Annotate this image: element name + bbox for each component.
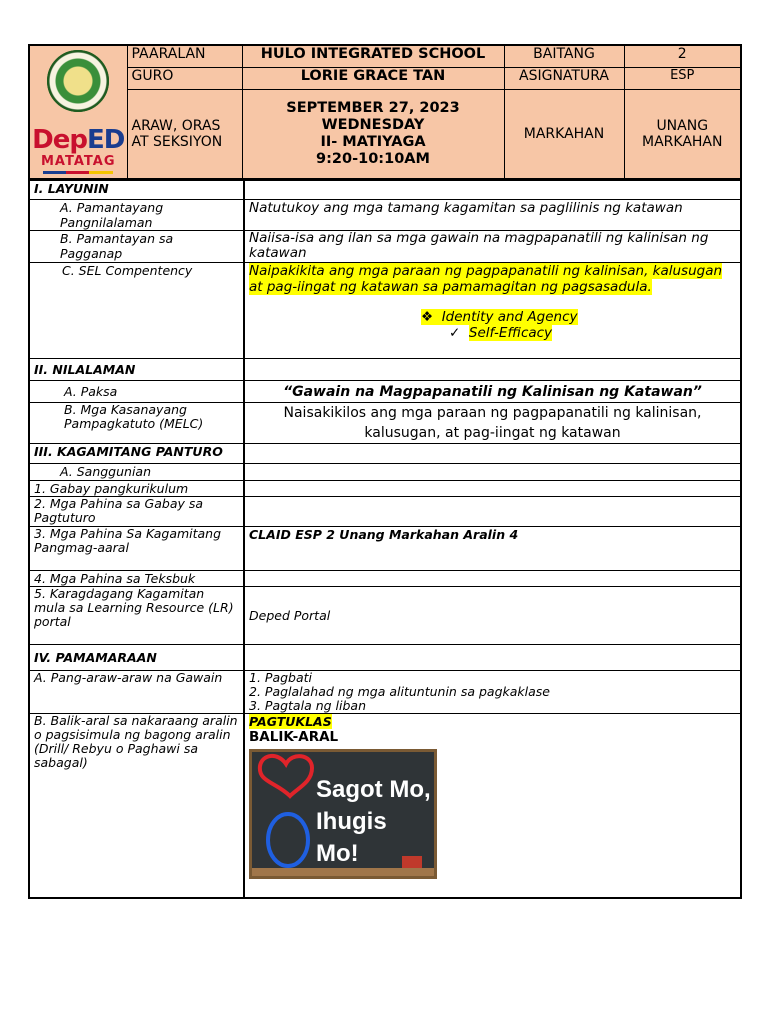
pang-araw-label: A. Pang-araw-araw na Gawain <box>29 671 244 714</box>
balik-aral-title: BALIK-ARAL <box>249 729 339 745</box>
melc-text: Naisakikilos ang mga paraan ng pagpapanatili ng kalinisan, kalusugan, at pag-iingat ng katawan <box>244 403 741 444</box>
markahan-label: MARKAHAN <box>504 89 624 179</box>
balik-aral-label: B. Balik-aral sa nakaraang aralin o pagsisimula ng bagong aralin (Drill/ Rebyu o Paghawi sa sabagal) <box>29 714 244 898</box>
board-ledge <box>252 868 434 876</box>
list-item: 3. Pagtala ng liban <box>249 698 366 713</box>
content-table <box>28 180 742 899</box>
diamond-bullet-icon: ❖ <box>421 309 434 325</box>
balik-aral-cell <box>244 714 741 898</box>
teksbuk-label: 4. Mga Pahina sa Teksbuk <box>29 571 244 587</box>
araw-label: ARAW, ORAS AT SEKSIYON <box>127 89 242 179</box>
pangmag-aaral-label: 3. Mga Pahina Sa Kagamitang Pangmag-aaral <box>29 527 244 571</box>
day: WEDNESDAY <box>321 116 425 133</box>
list-item: 1. Pagbati <box>249 670 313 685</box>
baitang-label: BAITANG <box>504 45 624 67</box>
layunin-heading: I. LAYUNIN <box>29 181 244 200</box>
pagtuklas-label: PAGTUKLAS <box>249 714 332 729</box>
pamamaraan-heading: IV. PAMAMARAAN <box>29 645 244 671</box>
karagdagang-label: 5. Karagdagang Kagamitan mula sa Learning Resource (LR) portal <box>29 587 244 645</box>
logo-cell <box>29 45 127 179</box>
date: SEPTEMBER 27, 2023 <box>286 99 460 116</box>
board-text: Sagot Mo, Ihugis Mo! <box>316 776 431 867</box>
pamantayang-pangnilalaman-text: Natutukoy ang mga tamang kagamitan sa paglilinis ng katawan <box>244 200 741 231</box>
teacher-name: LORIE GRACE TAN <box>242 67 504 89</box>
deped-logo: DepED <box>32 125 125 155</box>
pamantayang-pangnilalaman-label: A. Pamantayang Pangnilalaman <box>29 200 244 231</box>
list-item: 2. Paglalahad ng mga alituntunin sa pagkaklase <box>249 684 550 699</box>
check-bullet-icon: ✓ <box>449 325 461 341</box>
nilalaman-heading: II. NILALAMAN <box>29 359 244 381</box>
guro-label: GURO <box>127 67 242 89</box>
sel-item-1: ❖ Identity and Agency <box>421 309 578 325</box>
sel-cell <box>244 263 741 359</box>
paksa-text: “Gawain na Magpapanatili ng Kalinisan ng Katawan” <box>244 381 741 403</box>
baitang-value: 2 <box>624 45 741 67</box>
header-table <box>28 44 742 180</box>
sel-item-2: Self-Efficacy <box>468 325 553 341</box>
matatag-logo: MATATAG <box>41 154 116 169</box>
asignatura-label: ASIGNATURA <box>504 67 624 89</box>
sel-label: C. SEL Compentency <box>29 263 244 359</box>
pamantayan-pagganap-text: Naiisa-isa ang ilan sa mga gawain na magpapanatili ng kalinisan ng katawan <box>244 231 741 263</box>
gabay-pagtuturo-label: 2. Mga Pahina sa Gabay sa Pagtuturo <box>29 497 244 527</box>
pamantayan-pagganap-label: B. Pamantayan sa Pagganap <box>29 231 244 263</box>
pang-araw-list <box>244 671 741 714</box>
schedule-cell <box>242 89 504 179</box>
pangmag-aaral-text: CLAID ESP 2 Unang Markahan Aralin 4 <box>244 527 741 571</box>
section: II- MATIYAGA <box>320 133 426 150</box>
lesson-plan <box>28 44 740 899</box>
asignatura-value: ESP <box>624 67 741 89</box>
markahan-value: UNANG MARKAHAN <box>624 89 741 179</box>
matatag-stripe <box>43 171 113 174</box>
paksa-label: A. Paksa <box>29 381 244 403</box>
paaralan-label: PAARALAN <box>127 45 242 67</box>
chalk-box <box>402 856 422 868</box>
sanggunian-label: A. Sanggunian <box>29 464 244 481</box>
chalkboard-image <box>249 749 437 879</box>
kagamitan-heading: III. KAGAMITANG PANTURO <box>29 444 244 464</box>
sel-text: Naipakikita ang mga paraan ng pagpapanatili ng kalinisan, kalusugan at pag-iingat ng katawan sa pamamagitan ng pagsasadula. <box>249 263 723 295</box>
school-seal-icon <box>47 50 109 112</box>
melc-label: B. Mga Kasanayang Pampagkatuto (MELC) <box>29 403 244 444</box>
school-name: HULO INTEGRATED SCHOOL <box>242 45 504 67</box>
gabay-kurikulum-label: 1. Gabay pangkurikulum <box>29 481 244 497</box>
time: 9:20-10:10AM <box>316 150 430 167</box>
karagdagang-text: Deped Portal <box>244 587 741 645</box>
